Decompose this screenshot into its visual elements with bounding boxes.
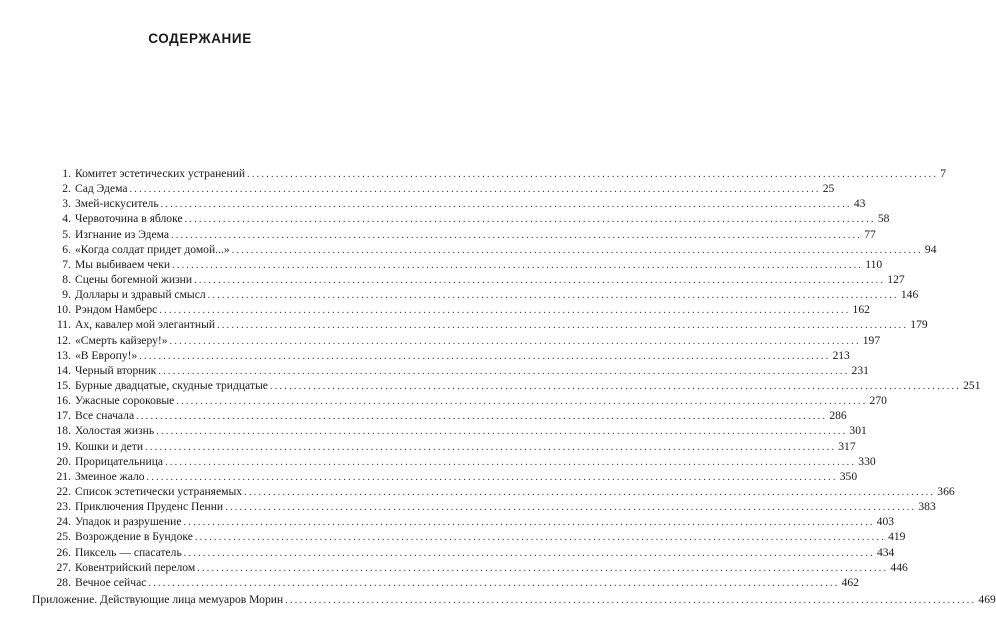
chapter-number: 11.: [56, 318, 71, 332]
chapter-title: Упадок и разрушение: [75, 515, 182, 529]
chapter-number: 15.: [56, 378, 71, 392]
toc-entry[interactable]: [54, 469, 858, 484]
dot-leader: [156, 424, 847, 439]
toc-entry[interactable]: [54, 196, 866, 211]
page-number: 251: [963, 378, 981, 392]
chapter-number: 7.: [62, 257, 71, 271]
page-number: 146: [900, 288, 919, 302]
toc-entry[interactable]: [54, 287, 919, 302]
page-title: СОДЕРЖАНИЕ: [148, 31, 252, 46]
chapter-title: Доллары и здравый смысл: [75, 288, 206, 302]
chapter-title: Прорицательница: [75, 454, 164, 468]
page-number: 301: [849, 424, 867, 438]
dot-leader: [145, 440, 836, 455]
chapter-number: 21.: [56, 469, 71, 483]
chapter-number: 24.: [56, 515, 71, 529]
dot-leader: [247, 167, 938, 182]
page-number: 197: [862, 333, 881, 347]
chapter-title: Приключения Пруденс Пенни: [75, 500, 224, 514]
dot-leader: [184, 546, 875, 561]
chapter-title: «Когда солдат придет домой...»: [75, 242, 230, 256]
toc-entry[interactable]: [54, 333, 881, 348]
page-number: 127: [887, 272, 905, 286]
toc-entry[interactable]: [54, 348, 850, 363]
chapter-number: 26.: [56, 545, 71, 559]
page-number: 231: [851, 363, 869, 377]
chapter-title: Пиксель — спасатель: [75, 545, 182, 559]
page-number: 403: [876, 515, 895, 529]
chapter-number: 4.: [62, 212, 71, 226]
chapter-number: 8.: [62, 272, 71, 286]
page-number: 162: [852, 303, 870, 317]
chapter-number: 13.: [56, 348, 71, 362]
chapter-number: 28.: [56, 575, 71, 589]
chapter-title: Сцены богемной жизни: [75, 272, 193, 286]
dot-leader: [172, 258, 863, 273]
dot-leader: [285, 593, 976, 608]
page-number: 419: [888, 530, 906, 544]
page-number: 110: [865, 257, 883, 271]
chapter-number: 23.: [56, 500, 71, 514]
page-number: 25: [822, 182, 835, 196]
toc-entry[interactable]: [54, 514, 895, 529]
dot-leader: [208, 288, 899, 303]
chapter-title: Мы выбиваем чеки: [75, 257, 171, 271]
chapter-number: 6.: [62, 242, 71, 256]
chapter-title: Змеиное жало: [75, 469, 145, 483]
chapter-number: 22.: [56, 484, 71, 498]
dot-leader: [148, 576, 839, 591]
dot-leader: [194, 273, 885, 288]
dot-leader: [136, 409, 827, 424]
chapter-number: 25.: [56, 530, 71, 544]
page-number: 434: [876, 545, 895, 559]
toc-entry[interactable]: [54, 439, 856, 454]
dot-leader: [270, 379, 961, 394]
chapter-title: Рэндом Намберс: [75, 303, 158, 317]
dot-leader: [185, 212, 876, 227]
chapter-title: Изгнание из Эдема: [75, 227, 170, 241]
chapter-title: Холостая жизнь: [75, 424, 155, 438]
toc-entry[interactable]: [54, 211, 890, 226]
page-number: 317: [838, 439, 856, 453]
page-number: 383: [918, 500, 936, 514]
page-number: 366: [937, 484, 955, 498]
chapter-title: Змей-искуситель: [75, 197, 159, 211]
chapter-title: Ковентрийский перелом: [75, 560, 196, 574]
chapter-number: 3.: [62, 197, 71, 211]
chapter-number: 19.: [56, 439, 71, 453]
page-number: 179: [910, 318, 928, 332]
chapter-title: Сад Эдема: [75, 182, 128, 196]
page-number: 213: [832, 348, 850, 362]
page-number: 446: [890, 560, 908, 574]
toc-entry[interactable]: [54, 272, 905, 287]
dot-leader: [139, 349, 830, 364]
dot-leader: [158, 364, 849, 379]
page-number: 350: [839, 469, 858, 483]
toc-entry[interactable]: [54, 423, 867, 438]
toc-entry[interactable]: [54, 454, 876, 469]
page-number: 469: [978, 593, 996, 606]
dot-leader: [244, 485, 935, 500]
toc-entry[interactable]: [54, 181, 835, 196]
toc-entry[interactable]: [54, 408, 847, 423]
chapter-number: 1.: [62, 167, 71, 180]
toc-entry[interactable]: [54, 499, 936, 514]
chapter-title: Список эстетически устраняемых: [75, 484, 243, 498]
chapter-title: «Смерть кайзеру!»: [75, 333, 168, 347]
dot-leader: [170, 334, 861, 349]
chapter-number: 12.: [56, 333, 71, 347]
dot-leader: [232, 243, 923, 258]
chapter-title: Комитет эстетических устранений: [75, 167, 246, 180]
chapter-number: 14.: [56, 363, 71, 377]
page-number: 43: [853, 197, 866, 211]
page-number: 77: [864, 227, 876, 241]
toc-entry[interactable]: [54, 560, 908, 575]
page-number: 94: [924, 242, 937, 256]
dot-leader: [195, 530, 886, 545]
page-number: 330: [858, 454, 876, 468]
dot-leader: [217, 318, 908, 333]
page-number: 286: [829, 409, 847, 423]
toc-entry[interactable]: [54, 529, 906, 544]
chapter-title: Черный вторник: [75, 363, 157, 377]
toc-entry[interactable]: [54, 378, 981, 393]
chapter-title: Бурные двадцатые, скудные тридцатые: [75, 378, 268, 392]
toc-entry[interactable]: [54, 242, 937, 257]
toc-entry[interactable]: [54, 166, 947, 181]
dot-leader: [161, 197, 852, 212]
chapter-title: Ужасные сороковые: [75, 394, 175, 408]
chapter-title: Возрождение в Бундоке: [75, 530, 193, 544]
dot-leader: [130, 182, 821, 197]
chapter-title: Ах, кавалер мой элегантный: [75, 318, 216, 332]
chapter-number: 2.: [62, 182, 71, 196]
dot-leader: [197, 561, 888, 576]
toc-entry[interactable]: [54, 363, 869, 378]
page-number: 462: [841, 575, 859, 589]
dot-leader: [183, 515, 874, 530]
appendix-title: Приложение. Действующие лица мемуаров Морин: [32, 593, 284, 606]
chapter-number: 5.: [62, 227, 71, 241]
chapter-number: 20.: [56, 454, 71, 468]
chapter-title: Все сначала: [75, 409, 135, 423]
dot-leader: [176, 394, 867, 409]
toc-entry[interactable]: [54, 575, 859, 590]
toc-entry[interactable]: [54, 257, 883, 272]
toc-entry[interactable]: [54, 393, 887, 408]
page-number: 270: [869, 394, 887, 408]
chapter-number: 9.: [62, 288, 71, 302]
toc-entry[interactable]: [54, 317, 928, 332]
toc-entry[interactable]: [54, 484, 955, 499]
toc-entry[interactable]: [54, 227, 876, 242]
dot-leader: [165, 455, 856, 470]
dot-leader: [225, 500, 916, 515]
dot-leader: [147, 470, 838, 485]
chapter-title: Кошки и дети: [75, 439, 144, 453]
chapter-number: 17.: [56, 409, 71, 423]
chapter-number: 27.: [56, 560, 71, 574]
dot-leader: [159, 303, 850, 318]
table-of-contents: [54, 166, 981, 590]
toc-appendix-entry[interactable]: [32, 592, 996, 607]
chapter-title: «В Европу!»: [75, 348, 138, 362]
page-number: 7: [940, 167, 947, 180]
dot-leader: [171, 228, 862, 243]
chapter-title: Вечное сейчас: [75, 575, 147, 589]
chapter-number: 10.: [56, 303, 71, 317]
toc-entry[interactable]: [54, 302, 870, 317]
chapter-number: 18.: [56, 424, 71, 438]
chapter-number: 16.: [56, 394, 71, 408]
toc-entry[interactable]: [54, 545, 895, 560]
chapter-title: Червоточина в яблоке: [75, 212, 183, 226]
page-number: 58: [877, 212, 890, 226]
